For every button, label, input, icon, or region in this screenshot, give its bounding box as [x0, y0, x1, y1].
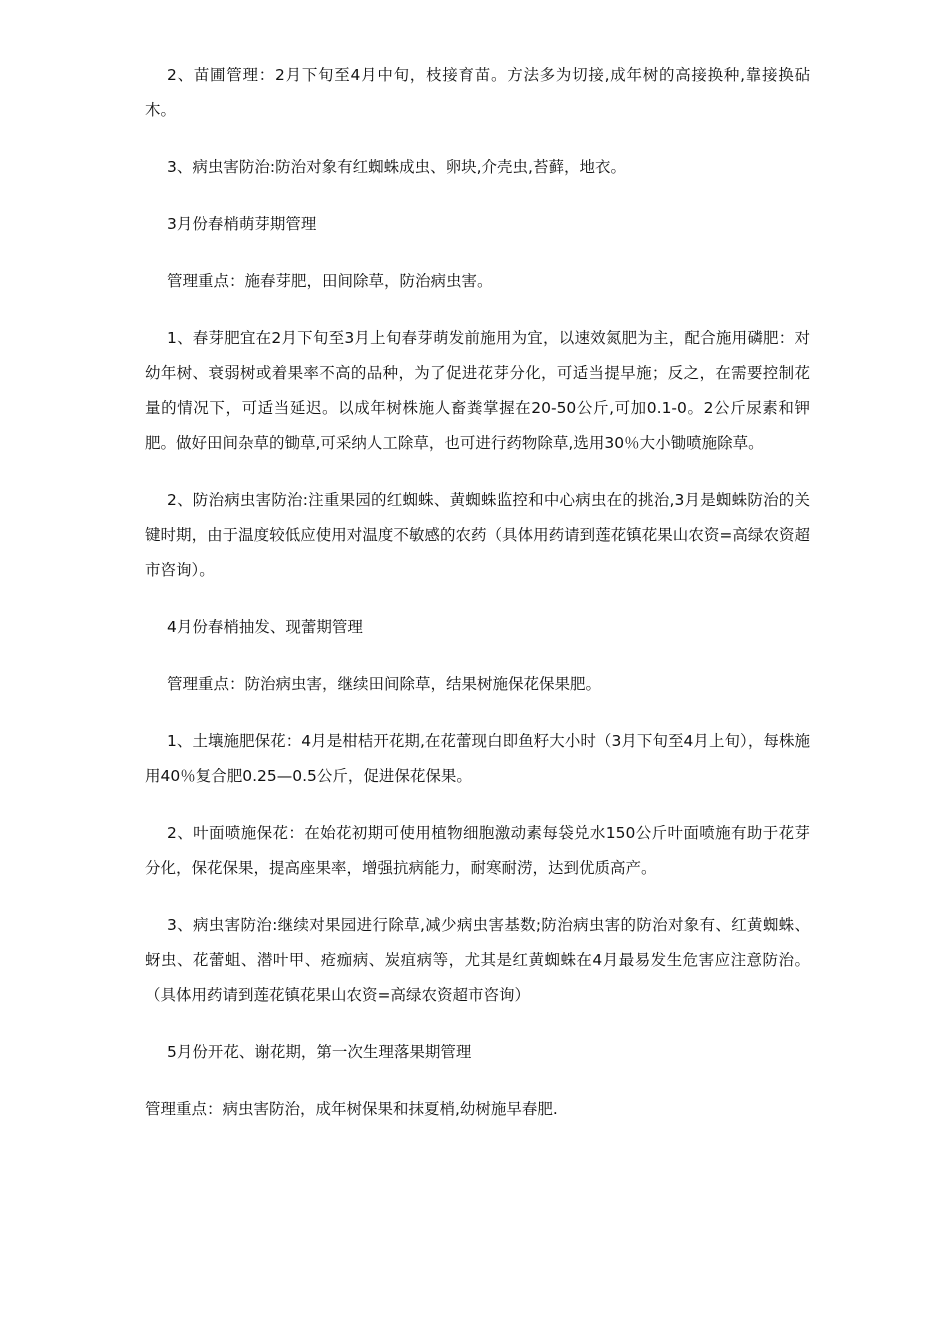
document-page	[145, 58, 810, 1149]
paragraph-nursery-management: 2、苗圃管理：2月下旬至4月中旬，枝接育苗。方法多为切接,成年树的高接换种,靠接换砧木。	[145, 66, 810, 119]
paragraph-april-pest-control: 3、病虫害防治:继续对果园进行除草,减少病虫害基数;防治病虫害的防治对象有、红黄蜘蛛、蚜虫、花蕾蛆、潜叶甲、疮痂病、炭疽病等，尤其是红黄蜘蛛在4月最易发生危害应注意防治。（具体用药请到莲花镇花果山农资=高绿农资超市咨询）	[145, 916, 810, 1004]
section-heading-april: 4月份春梢抽发、现蕾期管理	[167, 618, 363, 636]
section-heading-may: 5月份开花、谢花期，第一次生理落果期管理	[167, 1043, 472, 1061]
paragraph-march-key-points: 管理重点：施春芽肥，田间除草，防治病虫害。	[167, 272, 493, 290]
paragraph-may-key-points: 管理重点：病虫害防治，成年树保果和抹夏梢,幼树施早春肥.	[145, 1100, 558, 1118]
paragraph-foliar-spray: 2、叶面喷施保花：在始花初期可使用植物细胞激动素每袋兑水150公斤叶面喷施有助于花芽分化，保花保果，提高座果率，增强抗病能力，耐寒耐涝，达到优质高产。	[145, 824, 810, 877]
paragraph-spring-bud-fertilizer: 1、春芽肥宜在2月下旬至3月上旬春芽萌发前施用为宜，以速效氮肥为主，配合施用磷肥：对幼年树、衰弱树或着果率不高的品种，为了促进花芽分化，可适当提早施；反之，在需要控制花量的情况下，可适当延迟。以成年树株施人畜粪掌握在20-50公斤,可加0.1-0。2公斤尿素和钾肥。做好田间杂草的锄草,可采纳人工除草，也可进行药物除草,选用30％大小锄喷施除草。	[145, 329, 810, 452]
paragraph-march-pest-control: 2、防治病虫害防治:注重果园的红蜘蛛、黄蜘蛛监控和中心病虫在的挑治,3月是蜘蛛防治的关键时期，由于温度较低应使用对温度不敏感的农药（具体用药请到莲花镇花果山农资=高绿农资超市咨询）。	[145, 491, 810, 579]
section-heading-march: 3月份春梢萌芽期管理	[167, 215, 317, 233]
paragraph-pest-control: 3、病虫害防治:防治对象有红蜘蛛成虫、卵块,介壳虫,苔藓，地衣。	[167, 158, 626, 176]
paragraph-soil-fertilization: 1、土壤施肥保花：4月是柑桔开花期,在花蕾现白即鱼籽大小时（3月下旬至4月上旬），每株施用40％复合肥0.25—0.5公斤，促进保花保果。	[145, 732, 810, 785]
paragraph-april-key-points: 管理重点：防治病虫害，继续田间除草，结果树施保花保果肥。	[167, 675, 602, 693]
